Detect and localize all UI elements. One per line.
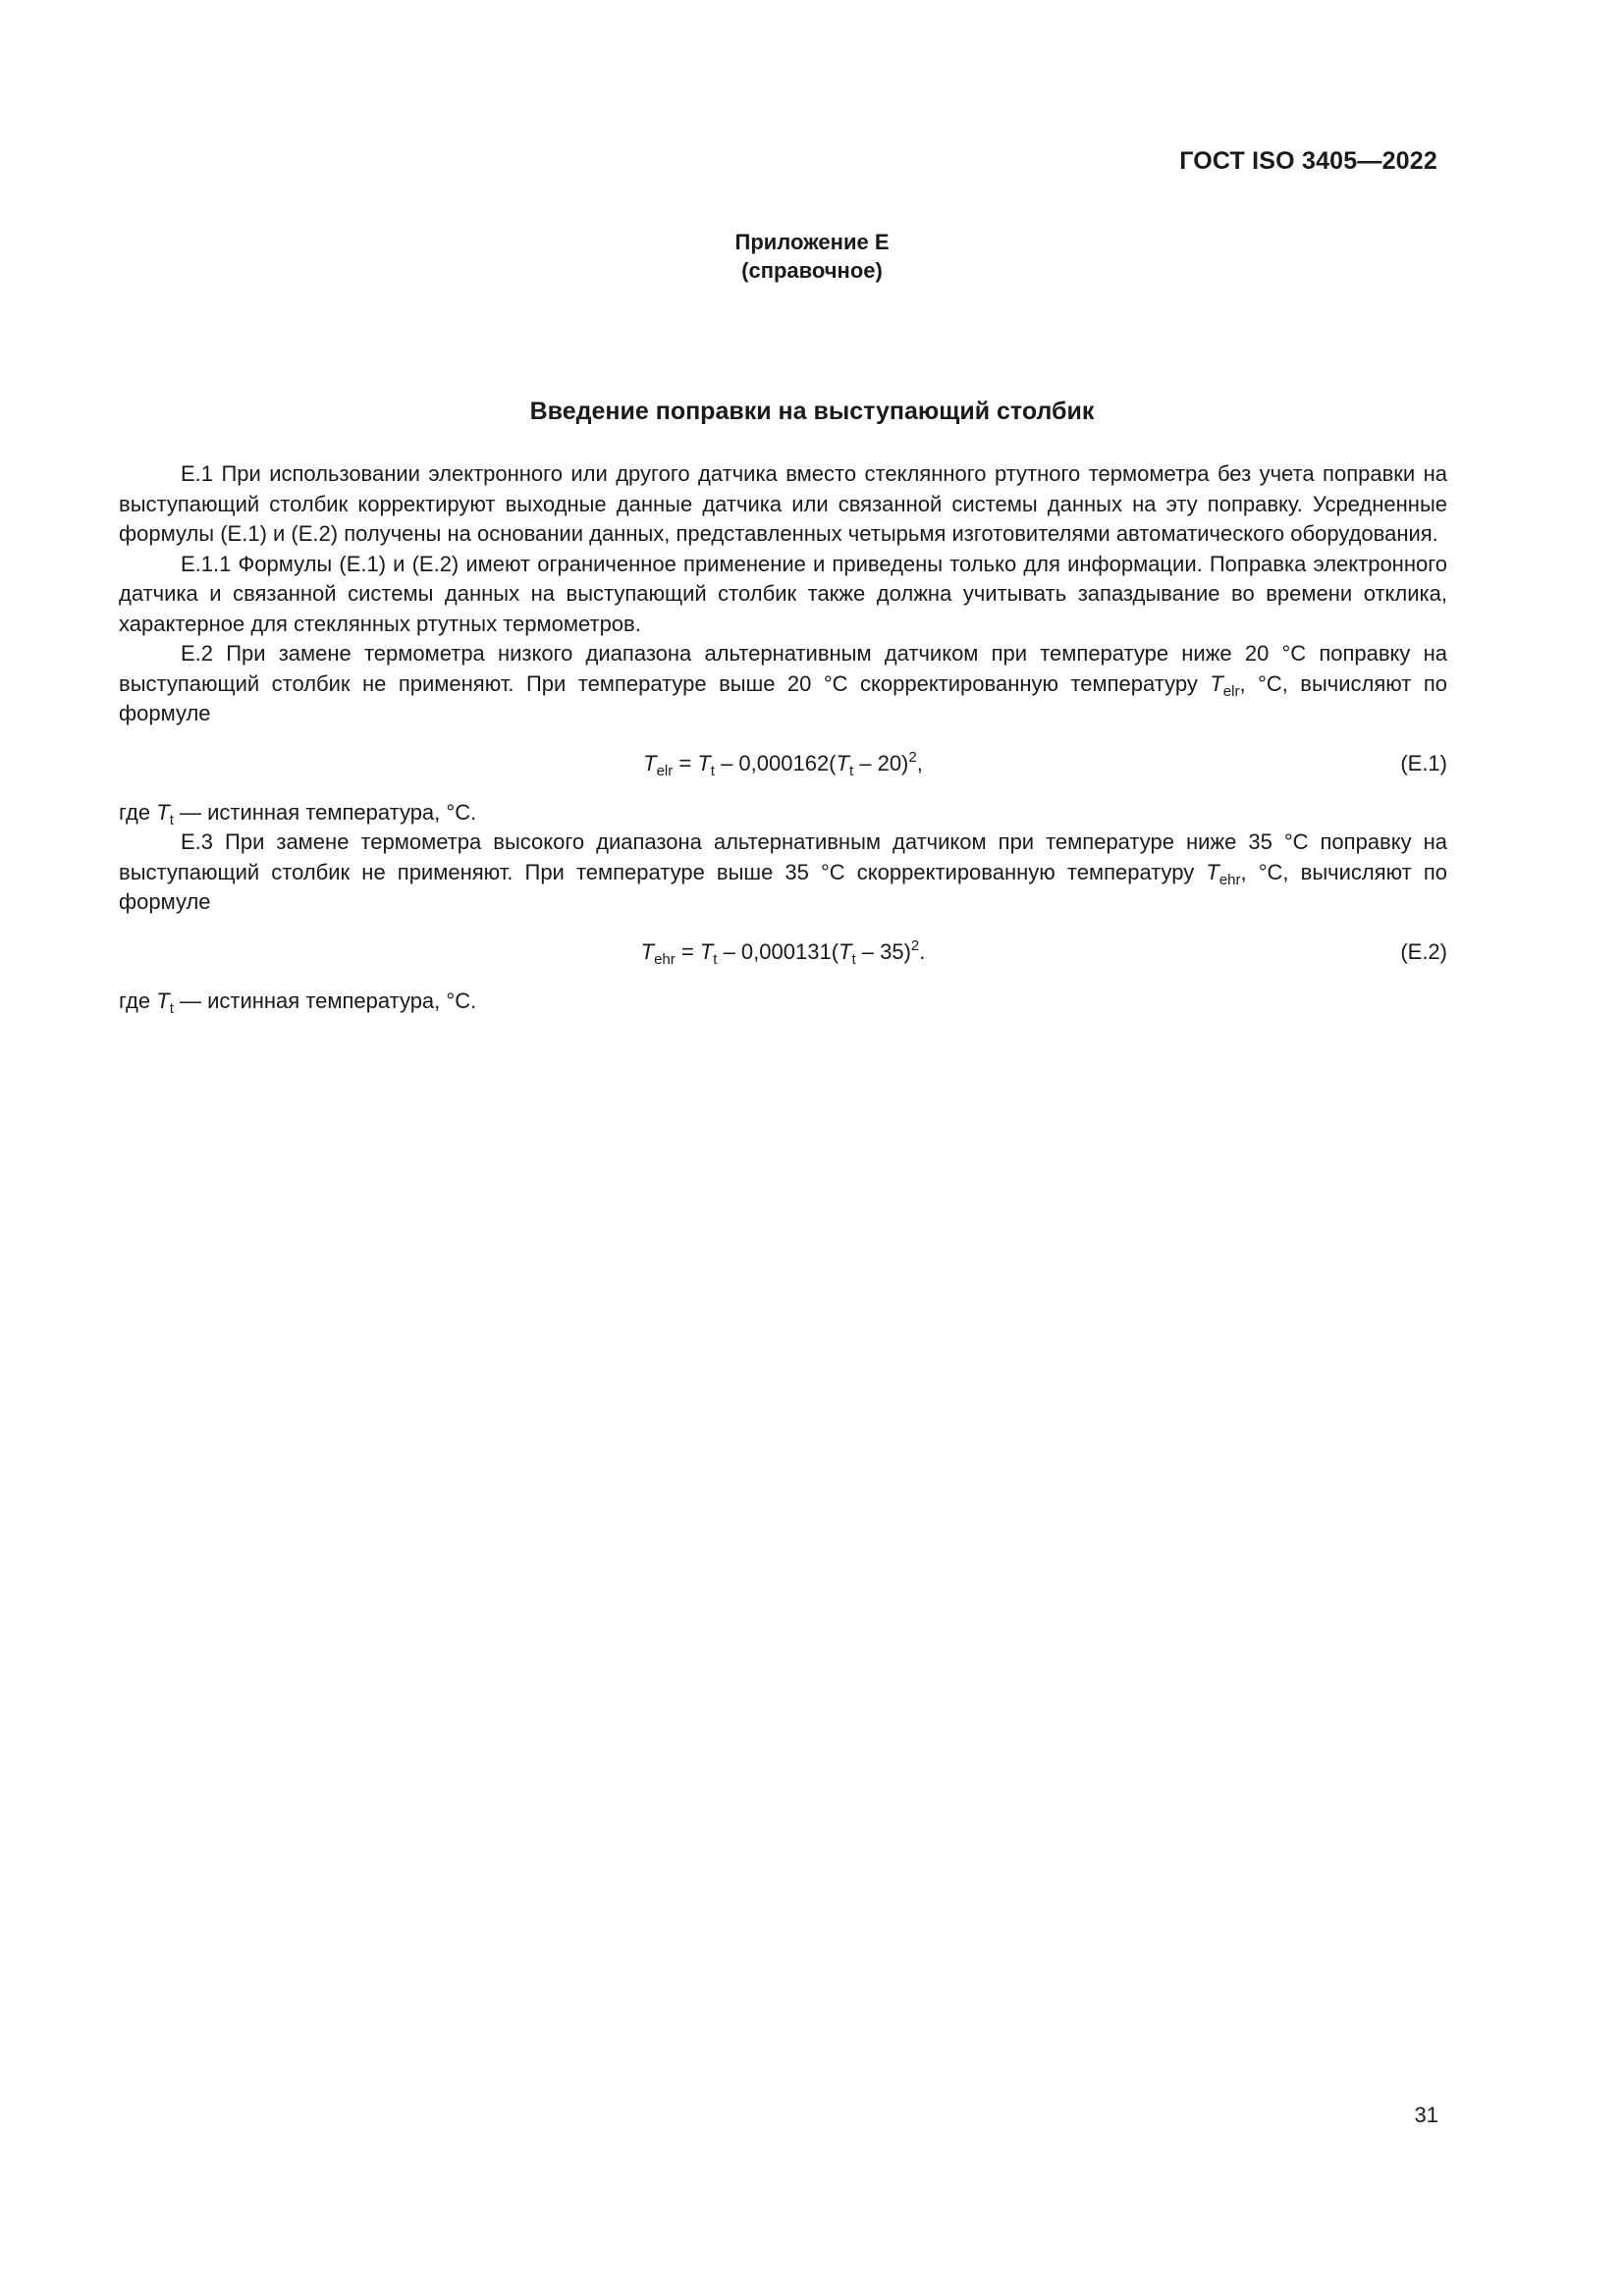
symbol-T: T [839, 938, 852, 964]
formula-e1-expression [119, 729, 1447, 798]
formula-e1-part2: – 20) [853, 750, 909, 775]
where-e2 [119, 987, 1447, 1017]
symbol-T: T [643, 750, 657, 775]
subscript-t: t [848, 762, 854, 779]
subscript-t: t [713, 950, 718, 968]
formula-e1-part1: – 0,000162( [714, 750, 837, 775]
appendix-heading [0, 228, 1624, 285]
formula-e2 [119, 918, 1447, 987]
formula-e1-end: , [916, 750, 923, 775]
formula-e1 [119, 729, 1447, 798]
document-body [119, 459, 1447, 1016]
formula-e1-number: (Е.1) [1400, 750, 1447, 775]
symbol-T: T [156, 799, 170, 825]
appendix-type: (справочное) [741, 258, 883, 283]
paragraph-e1-1: Е.1.1 Формулы (Е.1) и (Е.2) имеют ограниченное применение и приведены только для информации. Поправка электронного датчика и связанной системы данных на выступающий столбик также должна учитывать запаздывание во времени отклика, характерное для стеклянных ртутных термометров. [119, 551, 1447, 636]
paragraph-e3 [119, 828, 1447, 918]
subscript-t: t [710, 762, 715, 779]
subscript-t: t [169, 999, 174, 1017]
formula-e2-number: (Е.2) [1400, 938, 1447, 964]
subscript-elr: elr [656, 762, 674, 779]
symbol-T: T [640, 938, 655, 964]
subscript-t: t [169, 811, 174, 828]
subscript-elr: elr [1222, 682, 1240, 700]
symbol-T: T [697, 750, 711, 775]
where-e1 [119, 798, 1447, 828]
superscript-2: 2 [908, 748, 917, 766]
section-title: Введение поправки на выступающий столбик [529, 398, 1095, 425]
paragraph-e2-tail: , °С, вычисляют по формуле [119, 670, 1447, 725]
subscript-ehr: ehr [1218, 871, 1241, 888]
paragraph-e2 [119, 639, 1447, 729]
equals-sign: = [675, 938, 700, 964]
formula-e2-expression [119, 918, 1447, 987]
subscript-t: t [851, 950, 856, 968]
symbol-T: T [1206, 859, 1219, 884]
where-text: — истинная температура, °С. [173, 988, 477, 1013]
paragraph-e1: Е.1 При использовании электронного или другого датчика вместо стеклянного ртутного термометра без учета поправки на выступающий столбик корректируют выходные данные датчика или связанной системы данных на эту поправку. Усредненные формулы (Е.1) и (Е.2) получены на основании данных, представленных четырьмя изготовителями автоматического оборудования. [119, 461, 1447, 546]
where-text: — истинная температура, °С. [173, 799, 477, 825]
formula-e2-end: . [919, 938, 926, 964]
equals-sign: = [673, 750, 698, 775]
symbol-T: T [699, 938, 714, 964]
symbol-T: T [1210, 670, 1223, 696]
appendix-title: Приложение Е [734, 230, 890, 254]
subscript-ehr: ehr [654, 950, 676, 968]
document-id: ГОСТ ISO 3405—2022 [1179, 147, 1437, 175]
formula-e2-part2: – 35) [855, 938, 911, 964]
page-number: 31 [1414, 2103, 1438, 2127]
superscript-2: 2 [910, 936, 920, 954]
paragraph-e3-tail: , °С, вычисляют по формуле [119, 859, 1447, 914]
paragraph-e2-text: Е.2 При замене термометра низкого диапазона альтернативным датчиком при температуре ниже 20 °С поправку на выступающий столбик не применяют. При температуре выше 20 °С скорректированную температуру [119, 641, 1447, 696]
formula-e2-part1: – 0,000131( [717, 938, 839, 964]
where-prefix: где [119, 799, 157, 825]
symbol-T: T [156, 988, 170, 1013]
paragraph-e3-text: Е.3 При замене термометра высокого диапазона альтернативным датчиком при температуре ниже 35 °С поправку на выступающий столбик не применяют. При температуре выше 35 °С скорректированную температуру [119, 829, 1447, 884]
symbol-T: T [836, 750, 849, 775]
where-prefix: где [119, 988, 157, 1013]
